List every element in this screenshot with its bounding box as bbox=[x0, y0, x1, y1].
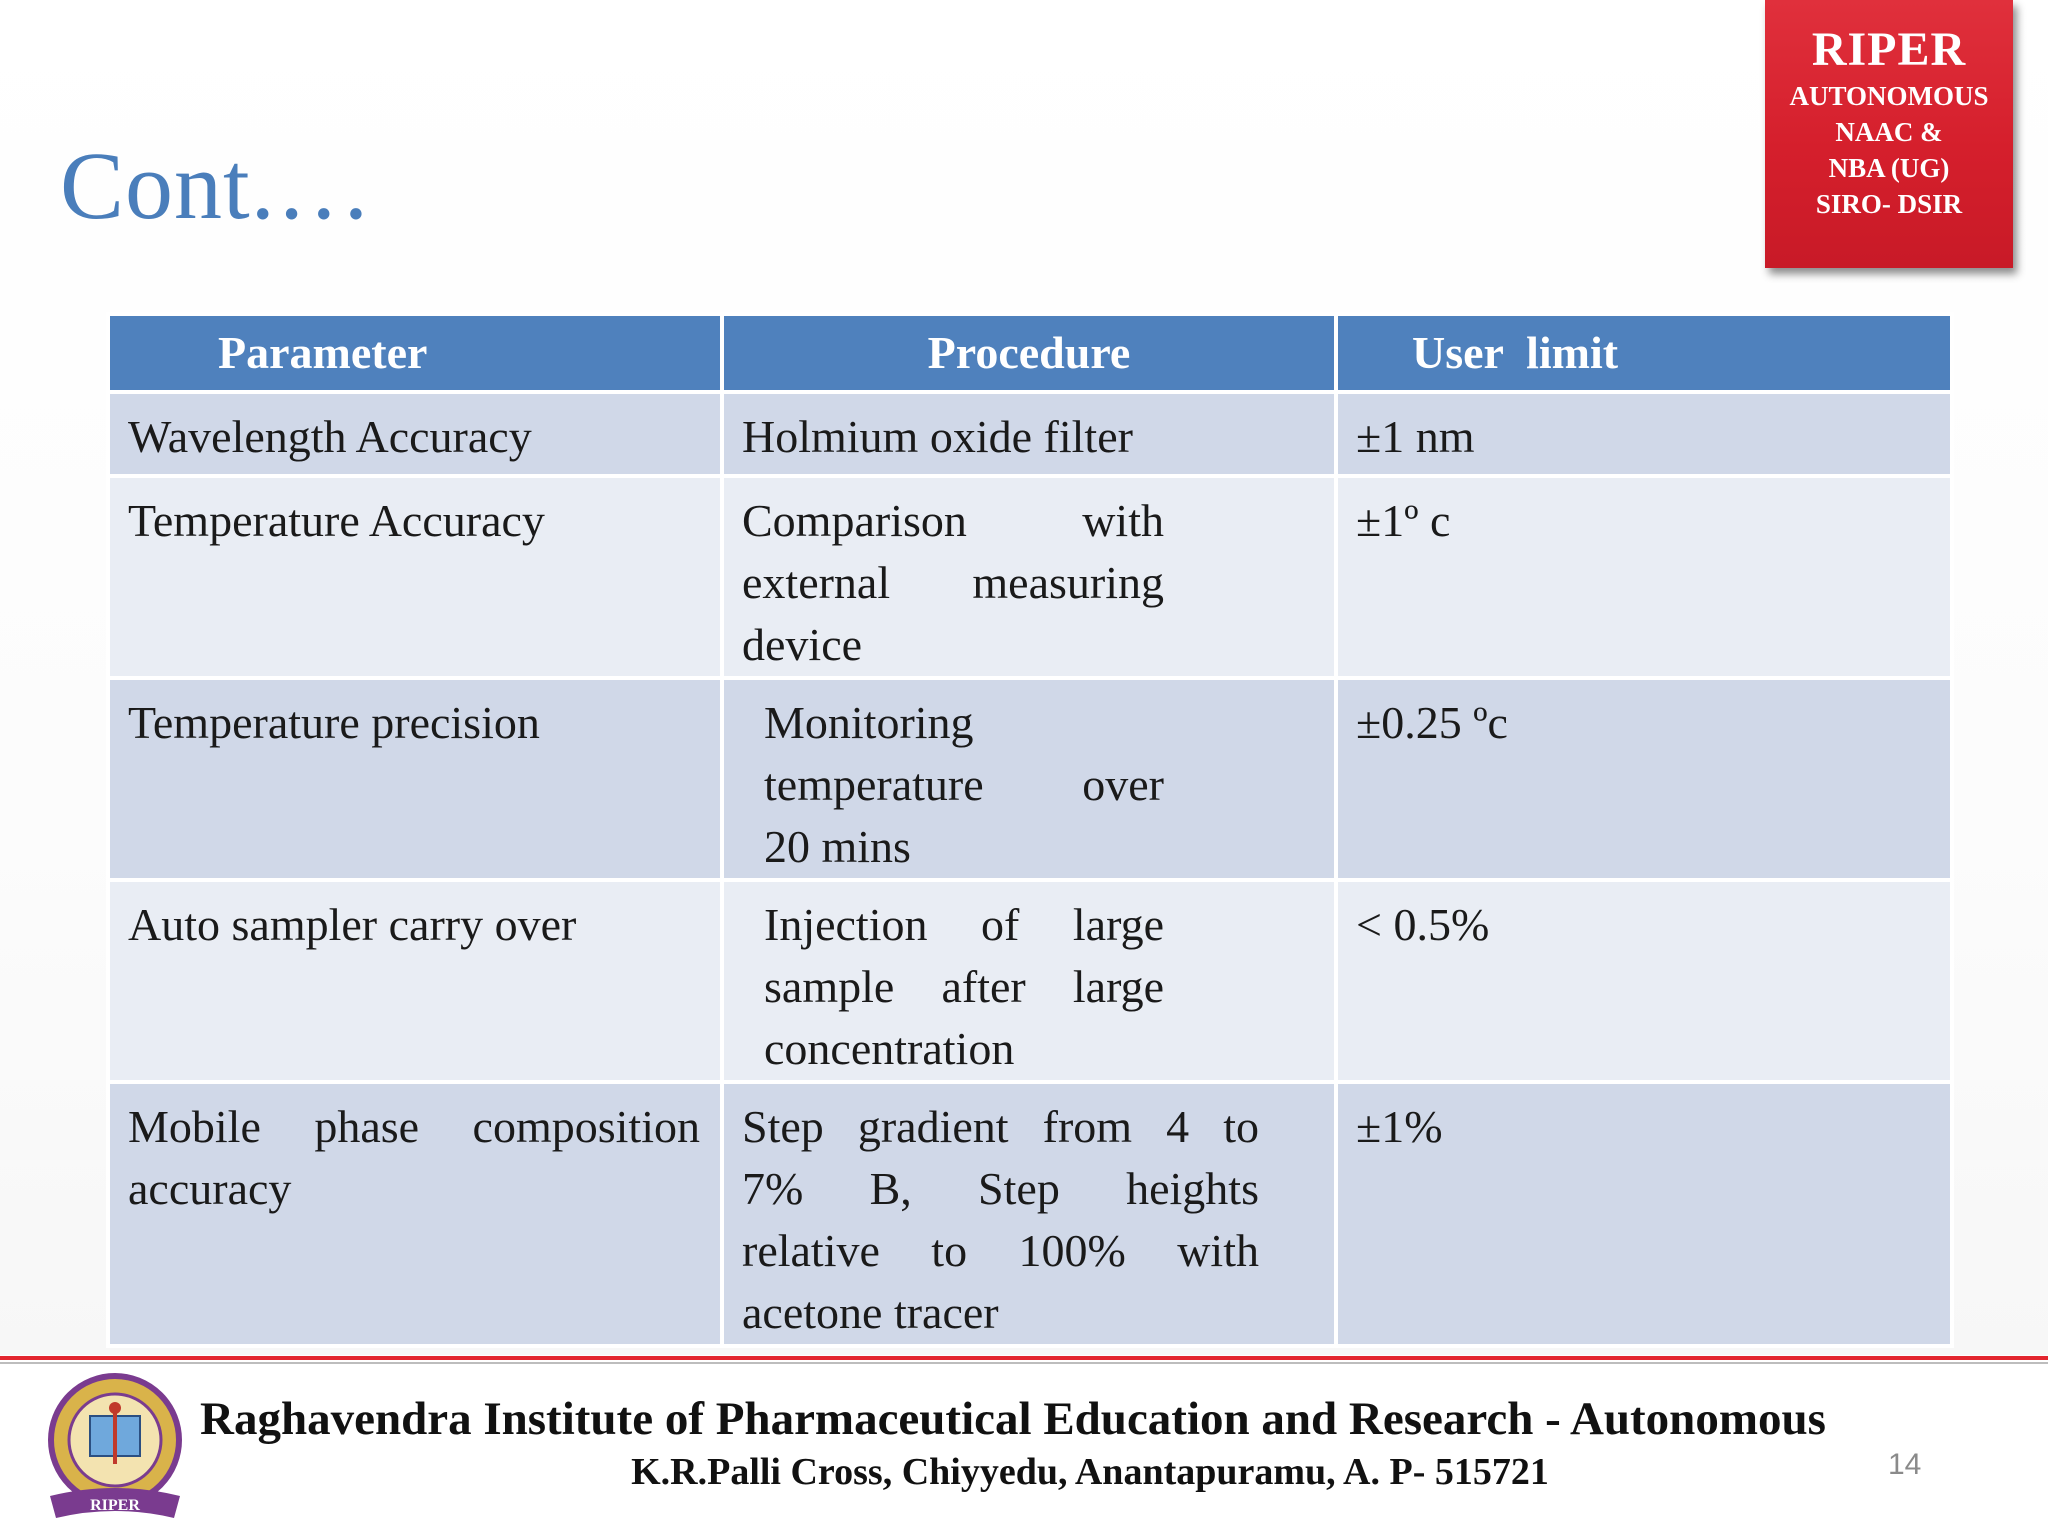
cell-procedure bbox=[722, 678, 1336, 880]
footer-divider-shadow bbox=[0, 1362, 2048, 1364]
badge-line: AUTONOMOUS bbox=[1789, 81, 1989, 111]
cell-user-limit: ±1% bbox=[1336, 1082, 1952, 1346]
table-row bbox=[108, 880, 1952, 1082]
procedure-line: Step gradient from 4 to bbox=[742, 1101, 1259, 1152]
procedure-line: Monitoring bbox=[764, 697, 974, 748]
parameter-table bbox=[106, 312, 1954, 1348]
cell-parameter: Auto sampler carry over bbox=[108, 880, 722, 1082]
badge-line: NAAC & bbox=[1835, 117, 1943, 147]
procedure-line: sample after large bbox=[764, 961, 1164, 1012]
cell-user-limit: ±0.25 ºc bbox=[1336, 678, 1952, 880]
slide-title: Cont.… bbox=[60, 132, 373, 239]
procedure-line: acetone tracer bbox=[742, 1287, 999, 1338]
badge-line: NBA (UG) bbox=[1828, 153, 1950, 183]
procedure-line: temperature over bbox=[764, 759, 1164, 810]
institute-logo bbox=[40, 1368, 190, 1526]
procedure-line: concentration bbox=[764, 1023, 1015, 1074]
procedure-line: relative to 100% with bbox=[742, 1225, 1259, 1276]
page-number: 14 bbox=[1888, 1448, 1922, 1481]
cell-parameter: Temperature Accuracy bbox=[108, 476, 722, 678]
badge-title: RIPER bbox=[1811, 23, 1967, 76]
header-parameter: Parameter bbox=[108, 314, 722, 392]
accreditation-badge bbox=[1765, 0, 2013, 268]
institute-address: K.R.Palli Cross, Chiyyedu, Anantapuramu, A. P- 515721 bbox=[631, 1451, 1549, 1493]
table-row bbox=[108, 678, 1952, 880]
cell-user-limit: < 0.5% bbox=[1336, 880, 1952, 1082]
logo-torch-icon bbox=[109, 1402, 121, 1414]
header-user-limit: User limit bbox=[1336, 314, 1952, 392]
header-procedure: Procedure bbox=[722, 314, 1336, 392]
cell-parameter: Wavelength Accuracy bbox=[108, 392, 722, 476]
procedure-line: 20 mins bbox=[764, 821, 911, 872]
institute-name: Raghavendra Institute of Pharmaceutical Education and Research - Autonomous bbox=[200, 1393, 1826, 1445]
procedure-line: 7% B, Step heights bbox=[742, 1163, 1259, 1214]
cell-procedure bbox=[722, 476, 1336, 678]
cell-procedure bbox=[722, 1082, 1336, 1346]
logo-ribbon-text: RIPER bbox=[90, 1497, 140, 1514]
cell-parameter: Mobile phase composition accuracy bbox=[108, 1082, 722, 1346]
table-row bbox=[108, 1082, 1952, 1346]
procedure-line: device bbox=[742, 619, 863, 670]
footer-divider bbox=[0, 1356, 2048, 1360]
cell-user-limit: ±1º c bbox=[1336, 476, 1952, 678]
table-row bbox=[108, 476, 1952, 678]
table-header-row bbox=[108, 314, 1952, 392]
cell-user-limit: ±1 nm bbox=[1336, 392, 1952, 476]
table-row bbox=[108, 392, 1952, 476]
procedure-line: Holmium oxide filter bbox=[742, 411, 1133, 462]
procedure-line: external measuring bbox=[742, 557, 1164, 608]
badge-line: SIRO- DSIR bbox=[1815, 189, 1963, 219]
procedure-line: Comparison with bbox=[742, 495, 1164, 546]
cell-procedure bbox=[722, 880, 1336, 1082]
cell-procedure bbox=[722, 392, 1336, 476]
cell-parameter: Temperature precision bbox=[108, 678, 722, 880]
procedure-line: Injection of large bbox=[764, 899, 1164, 950]
